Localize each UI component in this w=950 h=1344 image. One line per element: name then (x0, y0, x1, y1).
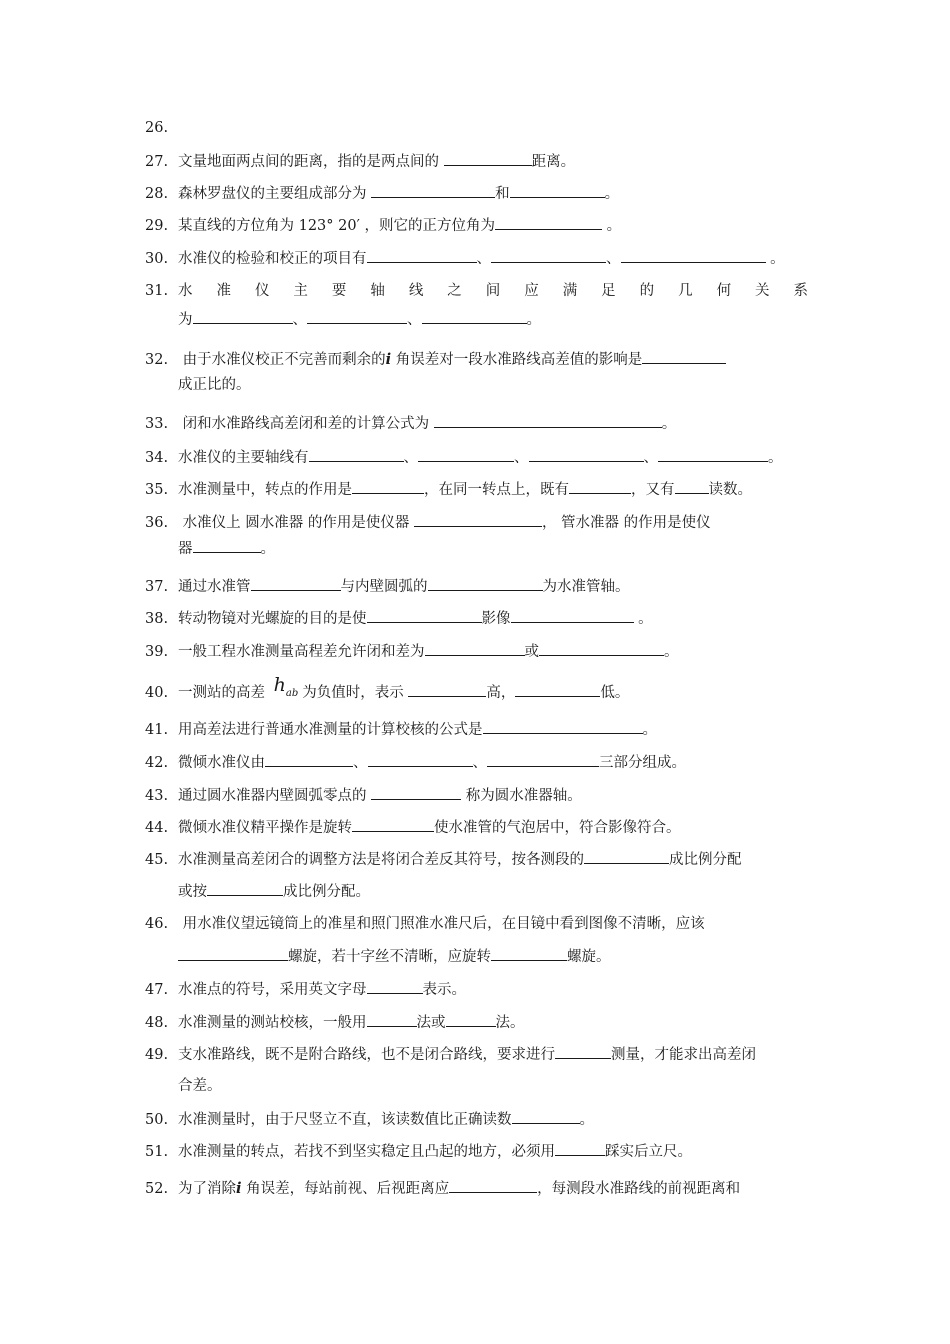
question-39: 39. 一般工程水准测量高程差允许闭和差为 或 。 (145, 641, 810, 662)
question-27: 27. 文量地面两点间的距离，指的是两点间的 距离。 (145, 151, 810, 172)
question-37: 37. 通过水准管 与内壁圆弧的 为水准管轴。 (145, 576, 810, 597)
math-i: i (236, 1180, 242, 1197)
question-28: 28. 森林罗盘仪的主要组成部分为 和 。 (145, 183, 810, 204)
answer-blank[interactable] (491, 248, 606, 263)
question-48: 48. 水准测量的测站校核，一般用 法或 法。 (145, 1012, 810, 1033)
question-32: 32. 由于水准仪校正不完善而剩余的i 角误差对一段水准路线高差值的影响是 (145, 349, 810, 370)
answer-blank[interactable] (207, 881, 283, 896)
answer-blank[interactable] (510, 183, 605, 198)
question-51: 51. 水准测量的转点，若找不到坚实稳定且凸起的地方，必须用 踩实后立尺。 (145, 1141, 810, 1162)
question-49-cont: 合差。 (178, 1078, 222, 1094)
question-31-spaced-text: 水 准 仪 主 要 轴 线 之 间 应 满 足 的 几 何 关 系 (178, 283, 808, 299)
answer-blank[interactable] (529, 447, 644, 462)
answer-blank[interactable] (555, 1044, 611, 1059)
question-34: 34. 水准仪的主要轴线有 、 、 、 。 (145, 447, 810, 468)
answer-blank[interactable] (675, 479, 709, 494)
answer-blank[interactable] (491, 946, 567, 961)
answer-blank[interactable] (487, 752, 599, 767)
answer-blank[interactable] (367, 1012, 417, 1027)
answer-blank[interactable] (367, 608, 482, 623)
answer-blank[interactable] (367, 248, 477, 263)
question-44: 44. 微倾水准仪精平操作是旋转 使水准管的气泡居中，符合影像符合。 (145, 817, 810, 838)
height-difference-symbol: $h_{ab}$ (273, 674, 299, 699)
question-32-cont: 成正比的。 (178, 377, 251, 393)
answer-blank[interactable] (193, 538, 261, 553)
question-45: 45. 水准测量高差闭合的调整方法是将闭合差反其符号，按各测段的 成比例分配 (145, 849, 810, 870)
answer-blank[interactable] (483, 719, 643, 734)
answer-blank[interactable] (352, 479, 424, 494)
question-49: 49. 支水准路线，既不是附合路线，也不是闭合路线，要求进行 测量，才能求出高差闭 (145, 1044, 810, 1065)
answer-blank[interactable] (414, 512, 542, 527)
answer-blank[interactable] (367, 979, 423, 994)
answer-blank[interactable] (584, 849, 669, 864)
answer-blank[interactable] (621, 248, 766, 263)
answer-blank[interactable] (446, 1012, 496, 1027)
answer-blank[interactable] (428, 576, 543, 591)
question-35: 35. 水准测量中，转点的作用是 ，在同一转点上，既有 ，又有 读数。 (145, 479, 810, 500)
answer-blank[interactable] (511, 608, 634, 623)
question-47: 47. 水准点的符号，采用英文字母 表示。 (145, 979, 810, 1000)
question-50: 50. 水准测量时，由于尺竖立不直，该读数值比正确读数 。 (145, 1109, 810, 1130)
answer-blank[interactable] (444, 151, 532, 166)
answer-blank[interactable] (352, 817, 434, 832)
answer-blank[interactable] (265, 752, 353, 767)
question-26: 26. (145, 120, 169, 136)
answer-blank[interactable] (425, 641, 525, 656)
answer-blank[interactable] (422, 309, 527, 324)
answer-blank[interactable] (555, 1141, 605, 1156)
answer-blank[interactable] (193, 309, 293, 324)
question-29: 29. 某直线的方位角为 123° 20′ ，则它的正方位角为 。 (145, 215, 810, 236)
question-36-cont: 器 。 (178, 538, 275, 559)
answer-blank[interactable] (251, 576, 341, 591)
math-i: i (385, 351, 392, 368)
answer-blank[interactable] (569, 479, 631, 494)
answer-blank[interactable] (307, 309, 407, 324)
question-31-cont: 为 、 、 。 (178, 309, 541, 330)
question-30: 30. 水准仪的检验和校正的项目有 、 、 。 (145, 248, 810, 269)
answer-blank[interactable] (178, 946, 288, 961)
question-46-cont: 螺旋，若十字丝不清晰，应旋转 螺旋。 (178, 946, 611, 967)
answer-blank[interactable] (371, 785, 461, 800)
question-36: 36. 水准仪上 圆水准器 的作用是使仪器 ， 管水准器 的作用是使仪 (145, 512, 810, 533)
question-38: 38. 转动物镜对光螺旋的目的是使 影像 。 (145, 608, 810, 629)
answer-blank[interactable] (434, 413, 662, 428)
answer-blank[interactable] (512, 1109, 580, 1124)
answer-blank[interactable] (368, 752, 473, 767)
answer-blank[interactable] (408, 682, 486, 697)
answer-blank[interactable] (515, 682, 600, 697)
answer-blank[interactable] (495, 215, 602, 230)
question-42: 42. 微倾水准仪由 、 、 三部分组成。 (145, 752, 810, 773)
answer-blank[interactable] (309, 447, 404, 462)
answer-blank[interactable] (539, 641, 664, 656)
question-45-cont: 或按 成比例分配。 (178, 881, 370, 902)
answer-blank[interactable] (658, 447, 768, 462)
question-33: 33. 闭和水准路线高差闭和差的计算公式为 。 (145, 413, 810, 434)
question-43: 43. 通过圆水准器内壁圆弧零点的 称为圆水准器轴。 (145, 785, 810, 806)
question-46: 46. 用水准仪望远镜筒上的准星和照门照准水准尺后，在目镜中看到图像不清晰，应该 (145, 916, 705, 932)
question-31: 31. (145, 283, 169, 299)
answer-blank[interactable] (418, 447, 514, 462)
answer-blank[interactable] (371, 183, 495, 198)
question-41: 41. 用高差法进行普通水准测量的计算校核的公式是 。 (145, 719, 810, 740)
question-52: 52. 为了消除i 角误差，每站前视、后视距离应 ，每测段水准路线的前视距离和 (145, 1180, 741, 1197)
answer-blank[interactable] (642, 349, 726, 364)
answer-blank[interactable] (449, 1178, 537, 1193)
question-40: 40. 一测站的高差 $h_{ab}$ 为负值时，表示 高， 低。 (145, 674, 630, 701)
